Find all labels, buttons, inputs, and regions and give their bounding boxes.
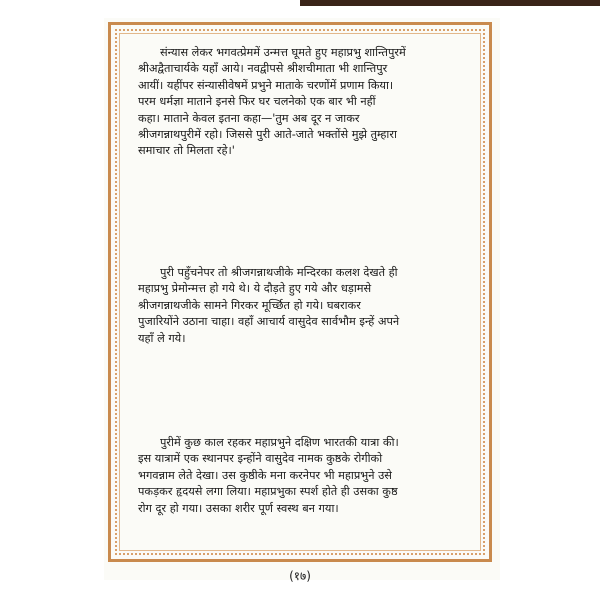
text-line: यहाँ ले गये। bbox=[138, 331, 186, 345]
text-line: श्रीजगन्नाथपुरीमें रहो। जिससे पुरी आते-जाते भक्तोंसे मुझे तुम्हारा bbox=[138, 128, 397, 142]
text-line: श्रीजगन्नाथजीके सामने गिरकर मूर्च्छित हो गये। घबराकर bbox=[138, 298, 361, 312]
text-line: समाचार तो मिलता रहे।' bbox=[138, 144, 235, 158]
text-line: महाप्रभु प्रेमोन्मत्त हो गये थे। ये दौड़ते हुए गये और धड़ामसे bbox=[138, 282, 372, 296]
text-line: संन्यास लेकर भगवत्प्रेममें उन्मत्त घूमते हुए महाप्रभु शान्तिपुरमें bbox=[160, 46, 406, 59]
text-line: भगवन्नाम लेते देखा। उस कुष्ठीके मना करनेपर भी महाप्रभुने उसे bbox=[138, 468, 392, 482]
paragraph-3 bbox=[138, 435, 458, 517]
text-line: कहा। माताने केवल इतना कहा—'तुम अब दूर न जाकर bbox=[138, 111, 360, 125]
text-line: पकड़कर हृदयसे लगा लिया। महाप्रभुका स्पर्श होते ही उसका कुष्ठ bbox=[138, 485, 398, 499]
text-line: पुजारियोंने उठाना चाहा। वहाँ आचार्य वासुदेव सार्वभौम इन्हें अपने bbox=[138, 315, 400, 329]
text-line: श्रीअद्वैताचार्यके यहाँ आये। नवद्वीपसे श्रीशचीमाता भी शान्तिपुर bbox=[138, 62, 388, 76]
paragraph-2 bbox=[138, 265, 458, 347]
text-line: पुरी पहुँचनेपर तो श्रीजगन्नाथजीके मन्दिरका कलश देखते ही bbox=[160, 266, 398, 279]
top-edge-strip bbox=[300, 0, 600, 6]
text-line: परम धर्मज्ञा माताने इनसे फिर घर चलनेको एक बार भी नहीं bbox=[138, 95, 376, 109]
paragraph-1 bbox=[138, 45, 458, 160]
page-number: (१७) bbox=[289, 569, 311, 583]
text-line: आयीं। यहींपर संन्यासीवेषमें प्रभुने माताके चरणोंमें प्रणाम किया। bbox=[138, 78, 394, 92]
text-line: इस यात्रामें एक स्थानपर इन्होंने वासुदेव नामक कुष्ठके रोगीको bbox=[138, 452, 383, 466]
text-line: रोग दूर हो गया। उसका शरीर पूर्ण स्वस्थ बन गया। bbox=[138, 501, 339, 515]
text-line: पुरीमें कुछ काल रहकर महाप्रभुने दक्षिण भारतकी यात्रा की। bbox=[160, 436, 399, 449]
